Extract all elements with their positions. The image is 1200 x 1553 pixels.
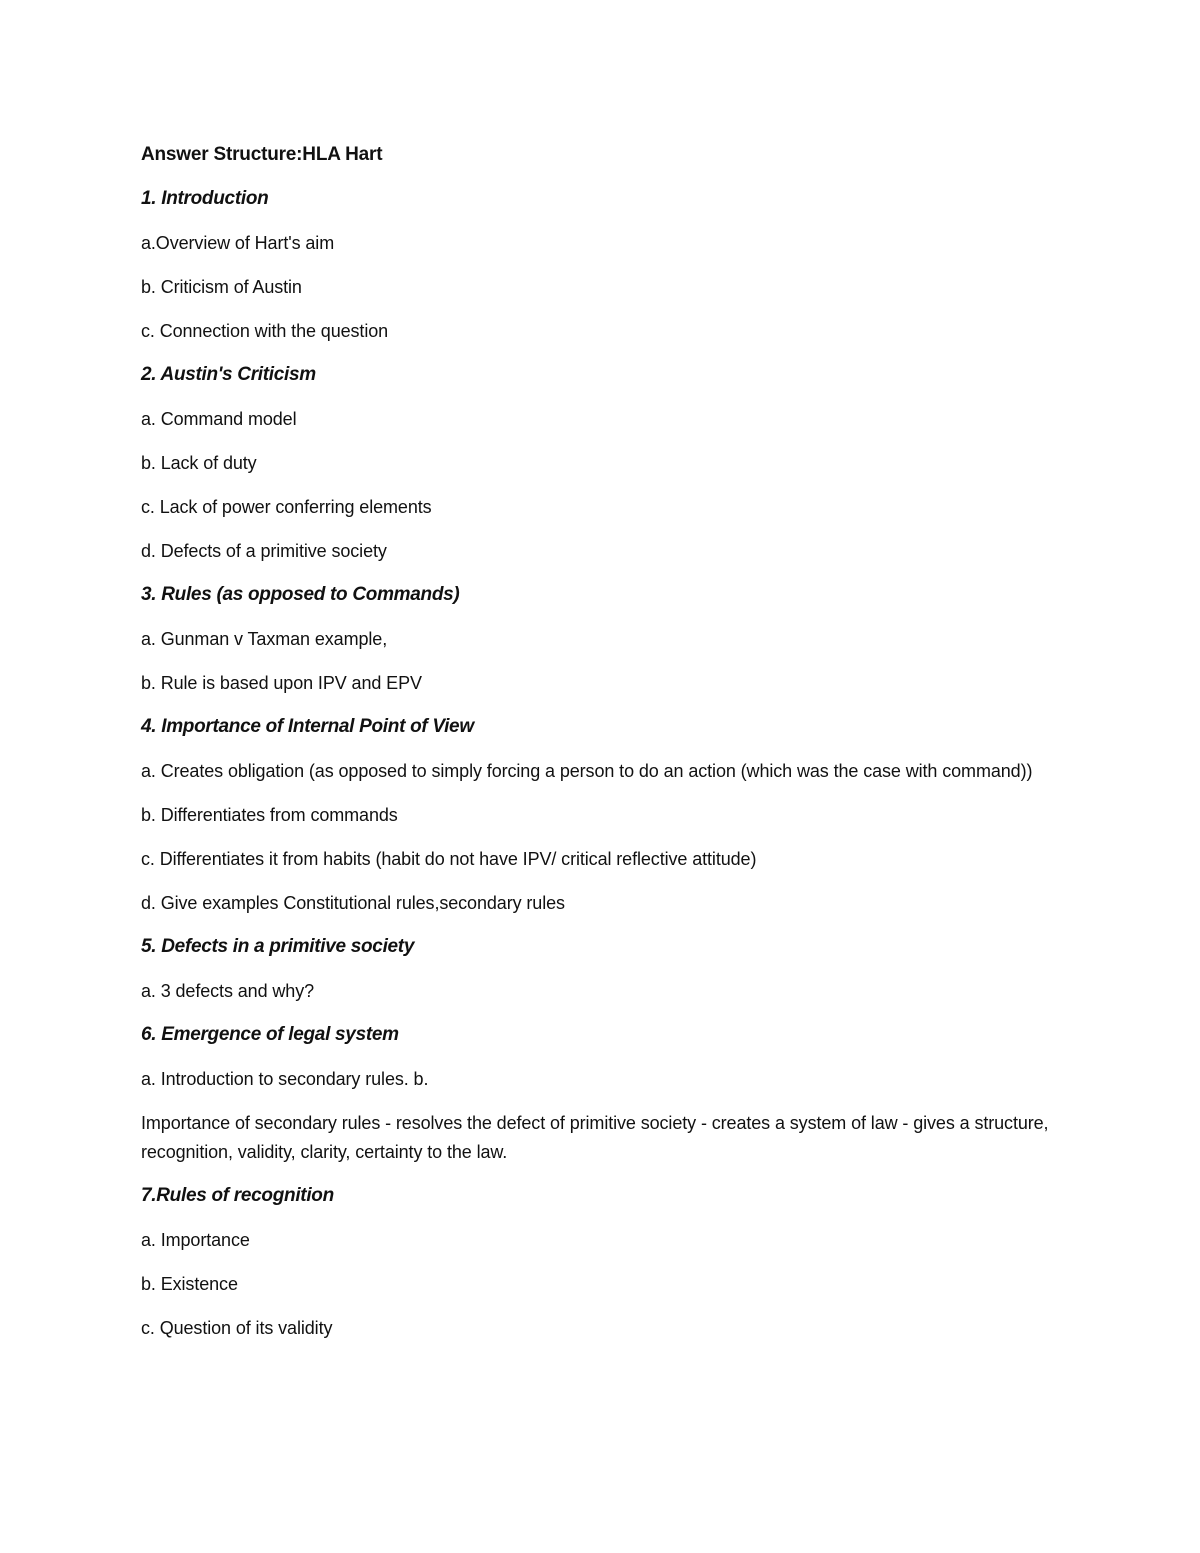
- section-item: c. Differentiates it from habits (habit do not have IPV/ critical reflective attitude): [141, 849, 757, 869]
- section-heading: 3. Rules (as opposed to Commands): [141, 584, 460, 605]
- section-internal-point-of-view: [141, 713, 1061, 918]
- section-introduction: [141, 185, 1061, 346]
- section-heading: 2. Austin's Criticism: [141, 364, 316, 385]
- section-heading: 7.Rules of recognition: [141, 1185, 334, 1206]
- document-body: [141, 141, 1061, 1358]
- section-item: d. Defects of a primitive society: [141, 541, 387, 561]
- section-heading: 5. Defects in a primitive society: [141, 936, 415, 957]
- section-item: b. Existence: [141, 1274, 238, 1294]
- section-emergence-of-legal-system: [141, 1021, 1061, 1167]
- section-item: c. Connection with the question: [141, 321, 389, 341]
- section-item: d. Give examples Constitutional rules,secondary rules: [141, 893, 565, 913]
- section-heading: 4. Importance of Internal Point of View: [141, 716, 474, 737]
- section-item: a. Introduction to secondary rules. b.: [141, 1069, 429, 1089]
- section-austins-criticism: [141, 361, 1061, 566]
- section-item: b. Lack of duty: [141, 453, 257, 473]
- section-item: a. Gunman v Taxman example,: [141, 629, 388, 649]
- document-title: Answer Structure:HLA Hart: [141, 144, 383, 165]
- section-rules-of-recognition: [141, 1182, 1061, 1343]
- section-item: c. Lack of power conferring elements: [141, 497, 432, 517]
- section-item: a. 3 defects and why?: [141, 981, 315, 1001]
- section-item: a.Overview of Hart's aim: [141, 233, 335, 253]
- section-item: b. Criticism of Austin: [141, 277, 302, 297]
- section-item: a. Command model: [141, 409, 297, 429]
- section-heading: 1. Introduction: [141, 188, 269, 209]
- section-item: a. Creates obligation (as opposed to simply forcing a person to do an action (which was the case with command)): [141, 761, 1033, 781]
- section-item: b. Differentiates from commands: [141, 805, 398, 825]
- section-item: Importance of secondary rules - resolves the defect of primitive society - creates a system of law - gives a structure, recognition, validity, clarity, certainty to the law.: [141, 1113, 1049, 1162]
- section-item: c. Question of its validity: [141, 1318, 333, 1338]
- section-primitive-society-defects: [141, 933, 1061, 1006]
- section-item: a. Importance: [141, 1230, 250, 1250]
- section-item: b. Rule is based upon IPV and EPV: [141, 673, 422, 693]
- section-heading: 6. Emergence of legal system: [141, 1024, 399, 1045]
- section-rules: [141, 581, 1061, 698]
